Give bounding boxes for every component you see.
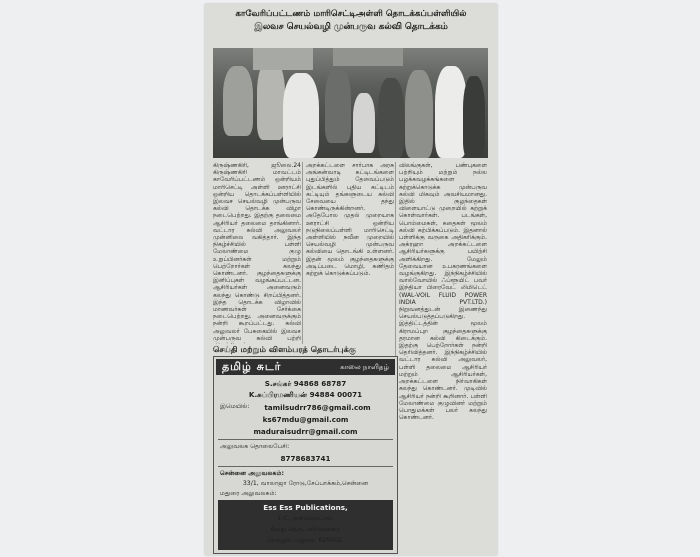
chennai-office-label: சென்னை அலுவலகம்: [220,470,284,477]
office-phone: 8778683741 [280,454,331,463]
headline-line1: காவேரிப்பட்டணம் மாரிசெட்டிஅள்ளி தொடக்கப்பள்ளியில் [235,9,467,19]
headline [215,8,487,34]
article-column-2: அறக்கட்டளை சார்பாக அரசு அங்கன்வாடி கட்டிடங்களை புதுப்பித்தும் தேவைப்படும் இடங்களில் புதிய கட்டிடம் கட்டியும் தங்களுடைய கல்வி சேவையை தந்து கொண்டிருக்கின்றனர். அதேபோல முதல் முறையாக ஊராட்சி ஒன்றிய நடுநிலைப்பள்ளி மாரிசெட்டி அள்ளியில் நவீன முறையில் செயல்வழி முன்பருவ கல்வியை தொடங்கி உள்ளனர். இதன் மூலம் குழந்தைகளுக்கு அடிப்படை மொழி, கணிதம் கற்றுக் கொடுக்கப்படும். [306,162,394,278]
logo-text: தமிழ் சுடர் [222,360,282,373]
ad-box [213,356,398,554]
publisher-address-2: 6வது தெரு, விரிவாக்கம் [270,526,341,533]
divider [218,439,393,440]
divider [218,466,393,467]
contact-1: S.சங்கர் 94868 68787 [264,379,347,388]
office-phone-label: அலுவலக தொலைபேசி: [220,443,290,450]
email-3: maduraisudrr@gmail.com [253,427,358,436]
publisher-address-1: 1-C, அகிம்ஷாபுரம், [277,515,334,522]
newspaper-logo [216,359,395,375]
contact-2: K.சுப்பிரமணியன் 94884 00071 [248,390,363,399]
article-column-1: கிருஷ்ணகிரி, ஜூலை.24 கிருஷ்ணகிரி மாவட்டம் காவேரிப்பட்டணம் ஒன்றியம் மாரிசெட்டி அள்ளி ஊராட்சி ஒன்றிய தொடக்கப்பள்ளியில் இலவச செயல்வழி முன்பருவ கல்வி தொடக்க விழா நடைபெற்றது. இதற்கு தலைமை ஆசிரியர் தலைமை தாங்கினார். வட்டார கல்வி அலுவலர் முன்னிலை வகித்தார். இந்த நிகழ்ச்சியில் பள்ளி மேலாண்மை குழு உறுப்பினர்கள் மற்றும் பெற்றோர்கள் கலந்து கொண்டனர். குழந்தைகளுக்கு இனிப்புகள் வழங்கப்பட்டன. ஆசிரியர்கள் அனைவரும் கலந்து கொண்டு சிறப்பித்தனர். இந்த தொடக்க விழாவில் மாணவர்கள் சேர்க்கை நடைபெற்றது. அனைவருக்கும் நன்றி கூறப்பட்டது. கல்வி அலுவலர் பேசுகையில் இலவச முன்பருவ கல்வி பற்றி [213,162,301,342]
logo-subtitle: காலை நாளிதழ் [340,363,389,371]
ad-title: செய்தி மற்றும் விளம்பரத் தொடர்புக்கு [213,344,357,354]
publisher-name: Ess Ess Publications, [263,503,348,512]
newspaper-clipping [205,4,497,555]
madurai-office-label: மதுரை அலுவலகம்: [220,490,277,497]
headline-line2: இலவச செயல்வழி முன்பருவ கல்வி தொடக்கம் [254,22,448,32]
email-2: ks67mdu@gmail.com [262,415,349,424]
publisher-address-3: செல்லூர், மதுரை. 625002. [266,537,345,544]
column-rule [302,162,303,344]
email-1: tamilsudrr786@gmail.com [264,403,371,412]
chennai-address: 33/1, வாலாஜா ரோடு,சேப்பாக்கம்,சென்னை [242,480,369,487]
news-photo [213,48,488,158]
article-column-3: விலங்குகள், பண்புகளை பற்றியும் மற்றும் நல்ல பழக்கவழக்கங்களை கற்றுக்கொடுக்க முன்பருவ கல்வி மிகவும் அவசியமானது. இதில் குழந்தைகள் விளையாட்டு முறையில் கற்றுக் கொள்வார்கள். படங்கள், பொம்மைகள், கதைகள் மூலம் கல்வி கற்பிக்கப்படும். இதனால் பள்ளிக்கு வருகை அதிகரிக்கும். அக்ரஹா அறக்கட்டளை ஆசிரியர்களுக்கு பயிற்சி அளிக்கிறது. மேலும் தேவையான உபகரணங்களை வழங்குகிறது. இந்நிகழ்ச்சியில் வால்வோயில் ஃப்ளூயிட் பவர் இந்தியா பிரைவேட் லிமிடெட் (WAL-VOIL FLUID POWER INDIA PVT.LTD.) நிறுவனத்துடன் இணைந்து செயல்படுத்தப்படுகிறது. இத்திட்டத்தின் மூலம் கிராமப்புற குழந்தைகளுக்கு தரமான கல்வி கிடைக்கும். இதற்கு பெற்றோர்கள் நன்றி தெரிவித்தனர். இந்நிகழ்ச்சியில் வட்டார கல்வி அலுவலர், பள்ளி தலைமை ஆசிரியர் மற்றும் ஆசிரியர்கள், அறக்கட்டளை நிர்வாகிகள் கலந்து கொண்டனர். முடிவில் ஆசிரியர் நன்றி கூறினார். பள்ளி மேலாண்மை குழுவினர் மற்றும் பொதுமக்கள் பலர் கலந்து கொண்டனர். [399,162,487,422]
email-label: இமெயில்: [220,403,250,410]
